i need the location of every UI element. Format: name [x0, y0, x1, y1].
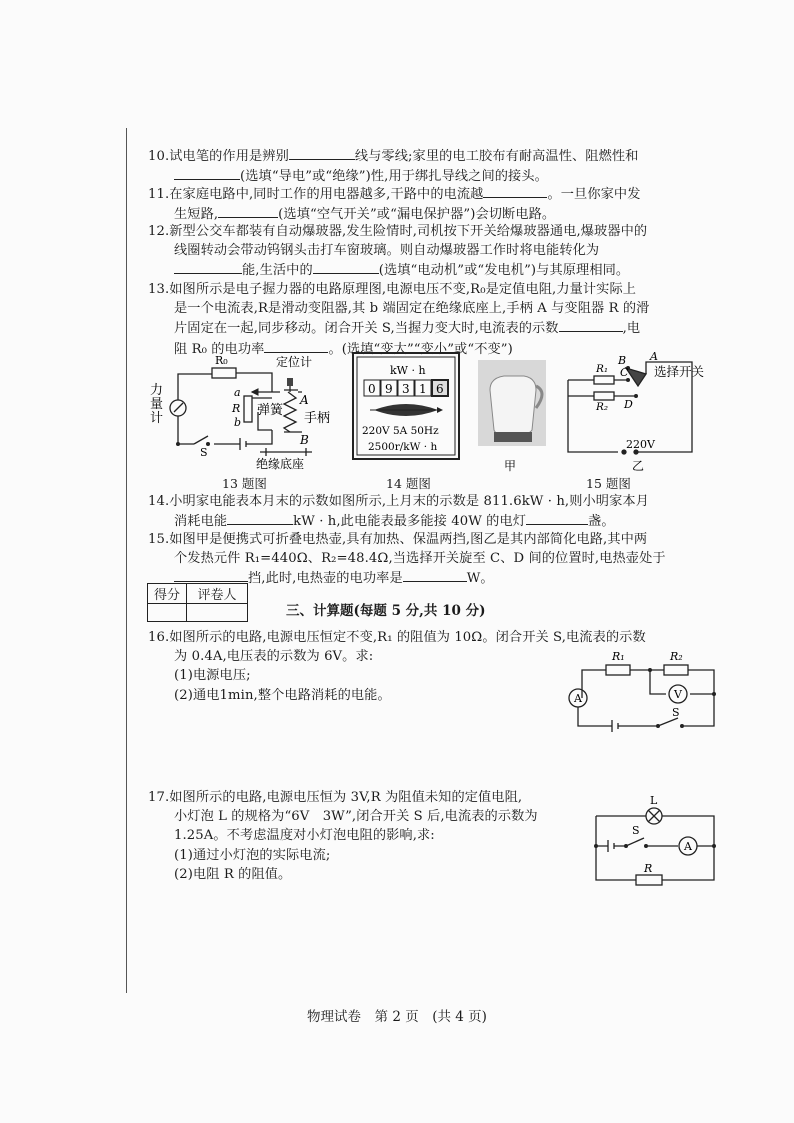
meter-digit: 6 — [436, 382, 444, 396]
q11-text: 生短路, — [174, 207, 219, 223]
q16-text: (1)电源电压; — [174, 668, 251, 684]
meter-spec-2: 2500r/kW · h — [368, 441, 438, 453]
q12-text: (选填“电动机”或“发电机”)与其原理相同。 — [378, 263, 630, 279]
q15-text: W。 — [466, 571, 494, 587]
q14-text: 消耗电能 — [174, 514, 228, 530]
label-b: B — [618, 354, 627, 367]
q13-text: 阻 R₀ 的电功率 — [174, 341, 265, 357]
q14-text: kW · h,此电能表最多能接 40W 的电灯 — [293, 514, 527, 530]
label-r0: R₀ — [215, 354, 228, 367]
q10-text: 线与零线;家里的电工胶布有耐高温性、阻燃性和 — [354, 149, 639, 164]
label-switch: S — [672, 706, 680, 719]
meter-digit: 3 — [402, 382, 410, 396]
q13-text: 片固定在一起,同步移动。闭合开关 S,当握力变大时,电流表的示数 — [174, 321, 559, 337]
figure-14-energy-meter — [352, 352, 462, 462]
q17-text: 1.25A。不考虑温度对小灯泡电阻的影响,求: — [174, 828, 435, 844]
resistor-r0 — [212, 368, 236, 378]
q15-blank-1[interactable] — [174, 568, 248, 582]
q13-text: ,电 — [622, 321, 641, 337]
kettle-icon — [490, 376, 536, 436]
q13-blank-1[interactable] — [559, 318, 623, 332]
resistor-r2 — [664, 665, 688, 675]
label-r2: R₂ — [596, 401, 609, 413]
label-r2: R₂ — [670, 650, 683, 663]
q12-text: 12.新型公交车都装有自动爆玻器,发生险情时,司机按下开关给爆玻器通电,爆玻器中的 — [148, 224, 648, 239]
label-ammeter: A — [684, 840, 692, 853]
q15-text: 15.如图甲是便携式可折叠电热壶,具有加热、保温两挡,图乙是其内部简化电路,其中两 — [148, 532, 648, 547]
resistor-r2 — [594, 392, 614, 400]
label-meter: 力 — [150, 383, 164, 398]
meter-digit: 9 — [385, 382, 393, 396]
grader-cell[interactable] — [187, 604, 248, 622]
label-r1: R₁ — [596, 363, 609, 375]
score-table — [147, 583, 248, 622]
label-handle-a: A — [300, 393, 309, 407]
q11-blank-2[interactable] — [218, 204, 278, 218]
q17-text: (2)电阻 R 的阻值。 — [174, 866, 292, 882]
q17-text: 小灯泡 L 的规格为“6V 3W”,闭合开关 S 后,电流表的示数为 — [174, 809, 538, 825]
question-13 — [148, 280, 724, 359]
q17-text: 17.如图所示的电路,电源电压恒为 3V,R 为阻值未知的定值电阻, — [148, 790, 523, 805]
label-handle-b: B — [300, 433, 309, 447]
q14-blank-1[interactable] — [227, 511, 293, 525]
score-cell[interactable] — [148, 604, 187, 622]
figure-17-circuit — [590, 788, 720, 888]
label-locator: 定位计 — [276, 355, 313, 369]
meter-unit: kW · h — [390, 364, 426, 377]
question-12 — [148, 222, 724, 281]
question-10 — [148, 146, 724, 186]
label-meter: 量 — [150, 397, 164, 412]
grader-header: 评卷人 — [187, 584, 248, 604]
label-handle: 手柄 — [304, 411, 331, 426]
question-14 — [148, 492, 724, 531]
meter-spec-1: 220V 5A 50Hz — [362, 425, 439, 437]
label-c: C — [620, 366, 629, 379]
q15-text: 挡,此时,电热壶的电功率是 — [248, 571, 403, 587]
q13-text: 是一个电流表,R是滑动变阻器,其 b 端固定在绝缘底座上,手柄 A 与变阻器 R 的滑 — [174, 301, 650, 317]
label-a: A — [650, 352, 658, 363]
q15-text: 个发热元件 R₁=440Ω、R₂=48.4Ω,当选择开关旋至 C、D 间的位置时,电热壶处于 — [174, 551, 666, 567]
score-header: 得分 — [148, 584, 187, 604]
label-b: b — [234, 416, 242, 429]
label-voltmeter: V — [674, 688, 682, 701]
page-footer: 物理试卷 第 2 页 (共 4 页) — [307, 1009, 487, 1025]
q11-text: 。一旦你家中发 — [547, 187, 641, 202]
label-yi: 乙 — [632, 459, 645, 473]
q10-text: 10.试电笔的作用是辨别 — [148, 149, 289, 164]
q14-blank-2[interactable] — [526, 511, 588, 525]
resistor-r1 — [606, 665, 630, 675]
figure-13-grip-circuit — [140, 352, 340, 472]
q12-blank-1[interactable] — [174, 260, 242, 274]
label-ammeter: A — [574, 692, 582, 705]
label-a: a — [234, 386, 241, 399]
section-title: 三、计算题(每题 5 分,共 10 分) — [286, 603, 486, 619]
q16-text: 为 0.4A,电压表的示数为 6V。求: — [174, 649, 374, 665]
label-meter: 计 — [150, 411, 164, 426]
meter-digit: 0 — [368, 382, 376, 396]
q13-text: 13.如图所示是电子握力器的电路原理图,电源电压不变,R₀是定值电阻,力量计实际上 — [148, 282, 637, 297]
q12-blank-2[interactable] — [313, 260, 379, 274]
figure-15-kettle — [476, 352, 716, 482]
rheostat-r — [244, 396, 252, 422]
resistor-r — [636, 875, 662, 885]
label-r: R — [232, 402, 241, 415]
q11-blank-1[interactable] — [483, 184, 547, 198]
figure-13-caption: 13 题图 — [222, 476, 267, 491]
q15-blank-2[interactable] — [403, 568, 467, 582]
figure-14-caption: 14 题图 — [386, 476, 431, 491]
label-d: D — [624, 398, 633, 411]
label-jia: 甲 — [504, 459, 517, 473]
q16-text: 16.如图所示的电路,电源电压恒定不变,R₁ 的阻值为 10Ω。闭合开关 S,电流表的示数 — [148, 630, 646, 645]
question-11 — [148, 184, 724, 224]
q12-text: 能,生活中的 — [242, 263, 313, 279]
figure-15-caption: 15 题图 — [586, 476, 631, 491]
q10-blank-2[interactable] — [174, 166, 240, 180]
label-voltage: 220V — [626, 438, 655, 451]
label-base: 绝缘底座 — [256, 457, 305, 471]
resistor-r1 — [594, 376, 614, 384]
q16-text: (2)通电1min,整个电路消耗的电能。 — [174, 687, 391, 703]
q14-text: 盏。 — [588, 514, 615, 530]
q13-blank-2[interactable] — [264, 339, 328, 353]
q11-text: 11.在家庭电路中,同时工作的用电器越多,干路中的电流越 — [148, 187, 484, 202]
label-r1: R₁ — [612, 650, 625, 663]
meter-digit: 1 — [419, 382, 427, 396]
q10-text: (选填“导电”或“绝缘”)性,用于绑扎导线之间的接头。 — [240, 169, 548, 185]
q10-blank-1[interactable] — [289, 146, 355, 160]
figure-16-circuit — [560, 648, 726, 732]
q17-text: (1)通过小灯泡的实际电流; — [174, 847, 331, 863]
locator-block — [287, 378, 293, 386]
label-switch-s: S — [200, 446, 208, 459]
binding-margin-line — [126, 128, 127, 993]
q12-text: 线圈转动会带动钨钢头击打车窗玻璃。则自动爆玻器工作时将电能转化为 — [174, 243, 600, 259]
q11-text: (选填“空气开关”或“漏电保护器”)会切断电路。 — [278, 207, 556, 223]
q13-text: 。(选填“变大”“变小”或“不变”) — [328, 341, 513, 357]
q14-text: 14.小明家电能表本月末的示数如图所示,上月末的示数是 811.6kW · h,则小明家本月 — [148, 494, 649, 509]
label-l: L — [650, 794, 658, 807]
label-r: R — [644, 862, 653, 875]
label-selector-switch: 选择开关 — [654, 364, 705, 379]
question-15 — [148, 530, 724, 589]
label-spring: 弹簧 — [257, 403, 284, 418]
label-s: S — [632, 824, 640, 837]
